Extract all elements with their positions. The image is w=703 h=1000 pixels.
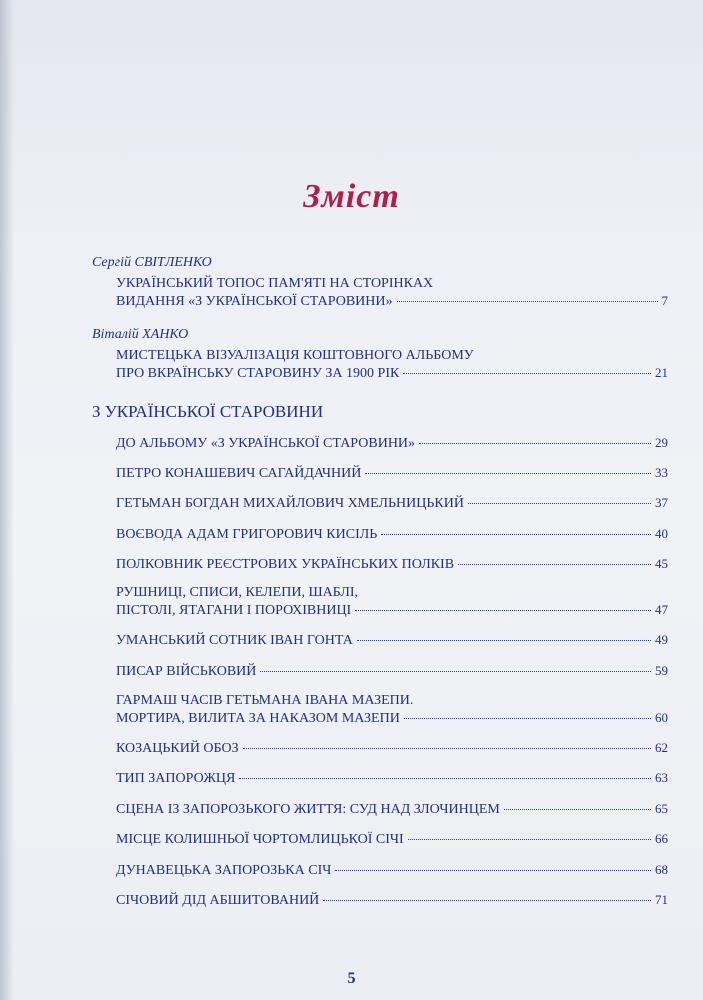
entry-text: СЦЕНА ІЗ ЗАПОРОЗЬКОГО ЖИТТЯ: СУД НАД ЗЛОЧИНЦЕМ	[116, 802, 500, 817]
entry-last-line	[116, 494, 668, 512]
entry-last-line	[116, 662, 668, 680]
toc-entry	[116, 275, 668, 310]
toc-entry	[116, 464, 668, 482]
toc-entry	[116, 891, 668, 909]
dot-leader	[408, 839, 651, 840]
entry-text-line: РУШНИЦІ, СПИСИ, КЕЛЕПИ, ШАБЛІ,	[116, 585, 359, 600]
dot-leader	[260, 671, 651, 672]
entry-last-line	[116, 525, 668, 543]
entry-last-line	[116, 464, 668, 482]
entry-text: ПИСАР ВІЙСЬКОВИЙ	[116, 664, 257, 679]
dot-leader	[335, 870, 651, 871]
dot-leader	[357, 640, 651, 641]
entry-text-line: УКРАЇНСЬКИЙ ТОПОС ПАМ'ЯТІ НА СТОРІНКАХ	[116, 276, 434, 291]
entry-text: ВИДАННЯ «З УКРАЇНСЬКОЇ СТАРОВИНИ»	[116, 294, 393, 309]
dot-leader	[458, 564, 651, 565]
page-reference: 45	[655, 556, 668, 571]
entry-last-line	[116, 364, 668, 382]
toc-entry	[116, 525, 668, 543]
entry-text-line: ГАРМАШ ЧАСІВ ГЕТЬМАНА ІВАНА МАЗЕПИ.	[116, 693, 414, 708]
entry-text: МОРТИРА, ВИЛИТА ЗА НАКАЗОМ МАЗЕПИ	[116, 711, 400, 726]
toc-entry	[116, 800, 668, 818]
dot-leader	[403, 373, 651, 374]
page-number: 5	[347, 970, 356, 987]
entry-last-line	[116, 601, 668, 619]
entry-text: ПІСТОЛІ, ЯТАГАНИ І ПОРОХІВНИЦІ	[116, 603, 352, 618]
entry-text-line: МИСТЕЦЬКА ВІЗУАЛІЗАЦІЯ КОШТОВНОГО АЛЬБОМУ	[116, 348, 474, 363]
entry-last-line	[116, 631, 668, 649]
dot-leader	[504, 809, 651, 810]
toc-entry	[116, 631, 668, 649]
entry-last-line	[116, 800, 668, 818]
entry-text: СІЧОВИЙ ДІД АБШИТОВАНИЙ	[116, 893, 320, 908]
toc-entry	[116, 662, 668, 680]
dot-leader	[243, 748, 651, 749]
dot-leader	[323, 900, 651, 901]
page-reference: 59	[655, 663, 668, 678]
toc-entry	[116, 692, 668, 727]
dot-leader	[355, 610, 651, 611]
dot-leader	[397, 301, 658, 302]
entry-last-line	[116, 739, 668, 757]
entry-text: ДУНАВЕЦЬКА ЗАПОРОЗЬКА СІЧ	[116, 863, 332, 878]
entry-text: ГЕТЬМАН БОГДАН МИХАЙЛОВИЧ ХМЕЛЬНИЦЬКИЙ	[116, 496, 464, 511]
entry-last-line	[116, 861, 668, 879]
entry-last-line	[116, 555, 668, 573]
page-reference: 62	[655, 740, 668, 755]
page-reference: 71	[655, 892, 668, 907]
entry-text: ПРО ВКРАЇНСЬКУ СТАРОВИНУ ЗА 1900 РІК	[116, 366, 400, 381]
page-reference: 21	[655, 365, 668, 380]
entry-text: ДО АЛЬБОМУ «З УКРАЇНСЬКОЇ СТАРОВИНИ»	[116, 436, 416, 451]
page-reference: 65	[655, 801, 668, 816]
page-reference: 63	[655, 770, 668, 785]
page-reference: 68	[655, 862, 668, 877]
dot-leader	[365, 473, 651, 474]
page-reference: 40	[655, 526, 668, 541]
entry-last-line	[116, 292, 668, 310]
dot-leader	[419, 443, 651, 444]
page-reference: 33	[655, 465, 668, 480]
toc-entry	[116, 861, 668, 879]
entry-text: МІСЦЕ КОЛИШНЬОЇ ЧОРТОМЛИЦЬКОЇ СІЧІ	[116, 832, 404, 847]
dot-leader	[239, 778, 651, 779]
entry-last-line	[116, 434, 668, 452]
dot-leader	[468, 503, 651, 504]
entry-last-line	[116, 891, 668, 909]
page-reference: 37	[655, 495, 668, 510]
author-name: Віталій ХАНКО	[92, 327, 189, 342]
toc-entry	[116, 347, 668, 382]
entry-text: КОЗАЦЬКИЙ ОБОЗ	[116, 741, 239, 756]
page-reference: 49	[655, 632, 668, 647]
binding-shadow	[0, 0, 14, 1000]
dot-leader	[381, 534, 651, 535]
dot-leader	[404, 718, 651, 719]
toc-entry	[116, 555, 668, 573]
toc-entry	[116, 769, 668, 787]
entry-text: ВОЄВОДА АДАМ ГРИГОРОВИЧ КИСІЛЬ	[116, 527, 378, 542]
author-name: Сергій СВІТЛЕНКО	[92, 255, 212, 270]
toc-entry	[116, 494, 668, 512]
section-heading: З УКРАЇНСЬКОЇ СТАРОВИНИ	[92, 402, 324, 421]
page-reference: 60	[655, 710, 668, 725]
toc-entry	[116, 434, 668, 452]
entry-last-line	[116, 709, 668, 727]
toc-entry	[116, 830, 668, 848]
page-title: Зміст	[303, 178, 400, 215]
page-reference: 66	[655, 831, 668, 846]
entry-last-line	[116, 830, 668, 848]
entry-text: ТИП ЗАПОРОЖЦЯ	[116, 771, 236, 786]
entry-text: ПЕТРО КОНАШЕВИЧ САГАЙДАЧНИЙ	[116, 466, 362, 481]
entry-last-line	[116, 769, 668, 787]
toc-entry	[116, 584, 668, 619]
toc-entry	[116, 739, 668, 757]
page-reference: 47	[655, 602, 668, 617]
page-reference: 29	[655, 435, 668, 450]
entry-text: УМАНСЬКИЙ СОТНИК ІВАН ГОНТА	[116, 633, 353, 648]
entry-text: ПОЛКОВНИК РЕЄСТРОВИХ УКРАЇНСЬКИХ ПОЛКІВ	[116, 557, 455, 572]
page-reference: 7	[661, 293, 668, 308]
